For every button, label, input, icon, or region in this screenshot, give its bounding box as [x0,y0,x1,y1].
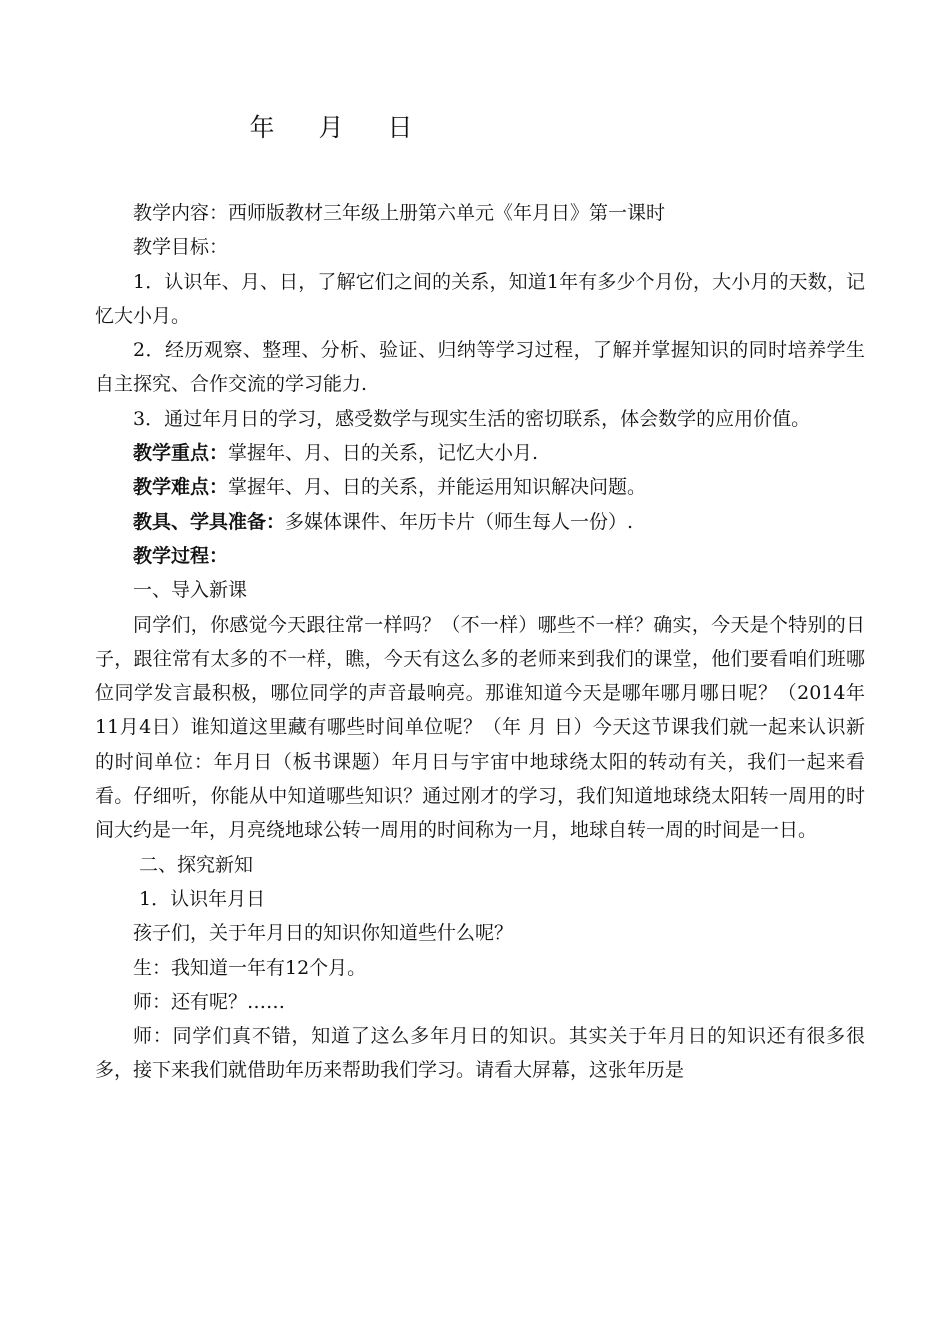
difficulty-label: 教学难点： [133,476,229,499]
objectives-heading: 教学目标： [133,236,229,259]
objective-2: 2．经历观察、整理、分析、验证、归纳等学习过程，了解并掌握知识的同时培养学生自主探究、合作交流的学习能力. [95,339,865,396]
teacher-paragraph: 师：同学们真不错，知道了这么多年月日的知识。其实关于年月日的知识还有很多很多，接下来我们就借助年历来帮助我们学习。请看大屏幕，这张年历是 [95,1025,865,1082]
key-point [95,436,865,470]
tools-text: 多媒体课件、年历卡片（师生每人一份）. [285,510,634,533]
key-point-text: 掌握年、月、日的关系，记忆大小月. [228,442,539,465]
teaching-content: 教学内容：西师版教材三年级上册第六单元《年月日》第一课时 [133,202,666,224]
difficulty-text: 掌握年、月、日的关系，并能运用知识解决问题。 [228,476,647,499]
tools-label: 教具、学具准备： [133,510,286,533]
intro-paragraph: 同学们，你感觉今天跟往常一样吗？（不一样）哪些不一样？确实，今天是个特别的日子，跟往常有太多的不一样，瞧，今天有这么多的老师来到我们的课堂，他们要看咱们班哪位同学发言最积极，哪位同学的声音最响亮。那谁知道今天是哪年哪月哪日呢？（2014年11月4日）谁知道这里藏有哪些时间单位呢？（年 月 日）今天这节课我们就一起来认识新的时间单位：年月日（板书课题）年月日与宇宙中地球绕太阳的转动有关，我们一起来看看。仔细听，你能从中知道哪些知识？通过刚才的学习，我们知道地球绕太阳转一周用的时间大约是一年，月亮绕地球公转一周用的时间称为一月，地球自转一周的时间是一日。 [95,613,865,842]
student-answer: 生：我知道一年有12个月。 [133,956,367,979]
teacher-prompt: 师：还有呢？…… [133,990,286,1013]
question-line: 孩子们，关于年月日的知识你知道些什么呢？ [133,922,514,945]
page-title: 年 月 日 [249,113,431,142]
objective-3: 3．通过年月日的学习，感受数学与现实生活的密切联系，体会数学的应用价值。 [133,407,811,430]
section-2-heading: 二、探究新知 [139,853,254,876]
difficulty [95,470,865,504]
process-heading [95,539,865,573]
objective-1: 1．认识年、月、日，了解它们之间的关系，知道1年有多少个月份，大小月的天数，记忆大小月。 [95,270,865,327]
document-body [95,196,865,1088]
key-point-label: 教学重点： [133,442,229,465]
process-label: 教学过程： [133,544,229,567]
subsection-1-heading: 1．认识年月日 [139,887,266,910]
section-1-heading: 一、导入新课 [133,579,248,602]
tools [95,505,865,539]
